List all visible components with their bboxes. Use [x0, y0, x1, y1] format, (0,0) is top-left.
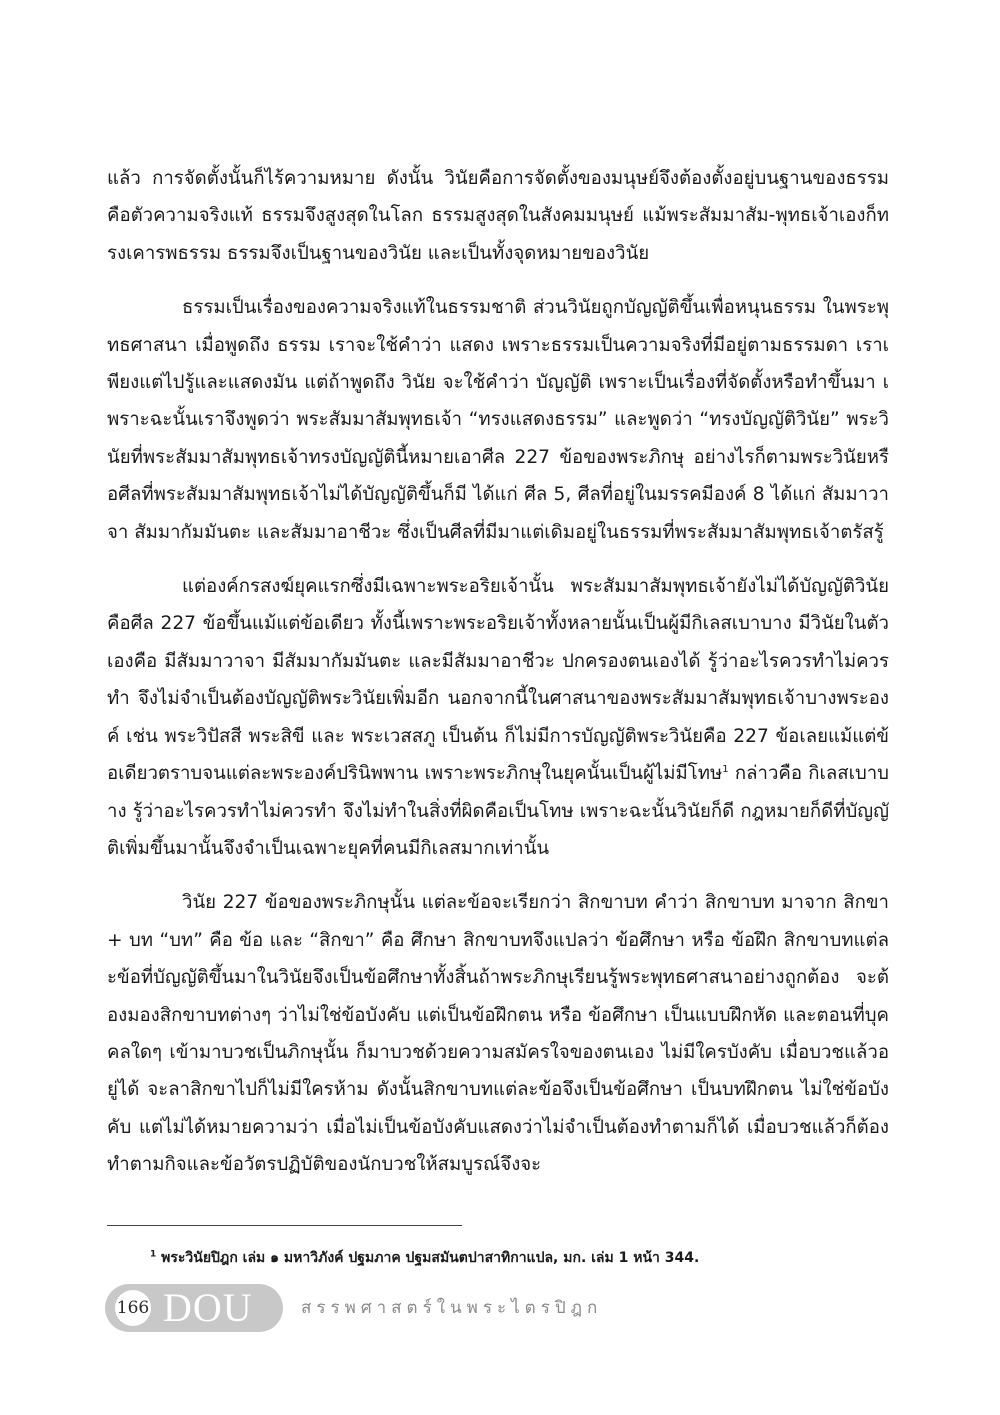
- footnote-marker: 1: [150, 1249, 157, 1260]
- paragraph-1: แล้ว การจัดตั้งนั้นก็ไร้ความหมาย ดังนั้น วินัยคือการจัดตั้งของมนุษย์จึงต้องตั้งอยู่บนฐานของธรรม คือตัวความจริงแท้ ธรรมจึงสูงสุดในโลก ธรรมสูงสุดในสังคมมนุษย์ แม้พระสัมมาสัม-พุทธเจ้าเองก็ทรงเคารพธรรม ธรรมจึงเป็นฐานของวินัย และเป็นทั้งจุดหมายของวินัย: [107, 168, 889, 264]
- footnote: [150, 1247, 910, 1269]
- book-title: สรรพศาสตร์ในพระไตรปิฎก: [301, 1298, 603, 1318]
- paragraph-3-part-1: แต่องค์กรสงฆ์ยุคแรกซึ่งมีเฉพาะพระอริยเจ้านั้น พระสัมมาสัมพุทธเจ้ายังไม่ได้บัญญัติวินัยคือศีล 227 ข้อขึ้นแม้แต่ข้อเดียว ทั้งนี้เพราะพระอริยเจ้าทั้งหลายนั้นเป็นผู้มีกิเลสเบาบาง มีวินัยในตัวเองคือ มีสัมมาวาจา มีสัมมากัมมันตะ และมีสัมมาอาชีวะ ปกครองตนเองได้ รู้ว่าอะไรควรทำไม่ควรทำ จึงไม่จำเป็นต้องบัญญัติพระวินัยเพิ่มอีก นอกจากนี้ในศาสนาของพระสัมมาสัมพุทธเจ้าบางพระองค์ เช่น พระวิปัสสี พระสิขี และ พระเวสสภู เป็นต้น ก็ไม่มีการบัญญัติพระวินัยคือ 227 ข้อเลยแม้แต่ข้อเดียวตราบจนแต่ละพระองค์ปรินิพพาน เพราะพระภิกษุในยุคนั้นเป็นผู้ไม่มีโทษ: [107, 576, 889, 785]
- paragraph-2: ธรรมเป็นเรื่องของความจริงแท้ในธรรมชาติ ส่วนวินัยถูกบัญญัติขึ้นเพื่อหนุนธรรม ในพระพุทธศาสนา เมื่อพูดถึง ธรรม เราจะใช้คำว่า แสดง เพราะธรรมเป็นความจริงที่มีอยู่ตามธรรมดา เราเพียงแต่ไปรู้และแสดงมัน แต่ถ้าพูดถึง วินัย จะใช้คำว่า บัญญัติ เพราะเป็นเรื่องที่จัดตั้งหรือทำขึ้นมา เพราะฉะนั้นเราจึงพูดว่า พระสัมมาสัมพุทธเจ้า “ทรงแสดงธรรม” และพูดว่า “ทรงบัญญัติวินัย” พระวินัยที่พระสัมมาสัมพุทธเจ้าทรงบัญญัตินี้หมายเอาศีล 227 ข้อของพระภิกษุ อย่างไรก็ตามพระวินัยหรือศีลที่พระสัมมาสัมพุทธเจ้าไม่ได้บัญญัติขึ้นก็มี ได้แก่ ศีล 5, ศีลที่อยู่ในมรรคมีองค์ 8 ได้แก่ สัมมาวาจา สัมมากัมมันตะ และสัมมาอาชีวะ ซึ่งเป็นศีลที่มีมาแต่เดิมอยู่ในธรรมที่พระสัมมาสัมพุทธเจ้าตรัสรู้: [107, 297, 889, 543]
- footnote-divider: [107, 1225, 462, 1226]
- footer-badge: [105, 1284, 283, 1332]
- footnote-text: พระวินัยปิฎก เล่ม ๑ มหาวิภังค์ ปฐมภาค ปฐมสมันตปาสาทิกาแปล, มก. เล่ม 1 หน้า 344.: [161, 1250, 700, 1266]
- footnote-reference[interactable]: 1: [722, 763, 729, 775]
- body-text: [107, 160, 889, 1201]
- paragraph-3-part-2: กล่าวคือ กิเลสเบาบาง รู้ว่าอะไรควรทำไม่ควรทำ จึงไม่ทำในสิ่งที่ผิดคือเป็นโทษ เพราะฉะนั้นวินัยก็ดี กฎหมายก็ดีที่บัญญัติเพิ่มขึ้นมานั้นจึงจำเป็นเฉพาะยุคที่คนมีกิเลสมากเท่านั้น: [107, 763, 889, 859]
- dou-logo: DOU: [163, 1285, 253, 1330]
- page-number: 166: [115, 1290, 151, 1326]
- paragraph-3: [107, 568, 889, 867]
- paragraph-4: วินัย 227 ข้อของพระภิกษุนั้น แต่ละข้อจะเรียกว่า สิกขาบท คำว่า สิกขาบท มาจาก สิกขา + บท “บท” คือ ข้อ และ “สิกขา” คือ ศึกษา สิกขาบทจึงแปลว่า ข้อศึกษา หรือ ข้อฝึก สิกขาบทแต่ละข้อที่บัญญัติขึ้นมาในวินัยจึงเป็นข้อศึกษาทั้งสิ้นถ้าพระภิกษุเรียนรู้พระพุทธศาสนาอย่างถูกต้อง จะต้องมองสิกขาบทต่างๆ ว่าไม่ใช่ข้อบังคับ แต่เป็นข้อฝึกตน หรือ ข้อศึกษา เป็นแบบฝึกหัด และตอนที่บุคคลใดๆ เข้ามาบวชเป็นภิกษุนั้น ก็มาบวชด้วยความสมัครใจของตนเอง ไม่มีใครบังคับ เมื่อบวชแล้วอยู่ได้ จะลาสิกขาไปก็ไม่มีใครห้าม ดังนั้นสิกขาบทแต่ละข้อจึงเป็นข้อศึกษา เป็นบทฝึกตน ไม่ใช่ข้อบังคับ แต่ไม่ได้หมายความว่า เมื่อไม่เป็นข้อบังคับแสดงว่าไม่จำเป็นต้องทำตามก็ได้ เมื่อบวชแล้วก็ต้องทำตามกิจและข้อวัตรปฏิบัติของนักบวชให้สมบูรณ์จึงจะ: [107, 892, 889, 1176]
